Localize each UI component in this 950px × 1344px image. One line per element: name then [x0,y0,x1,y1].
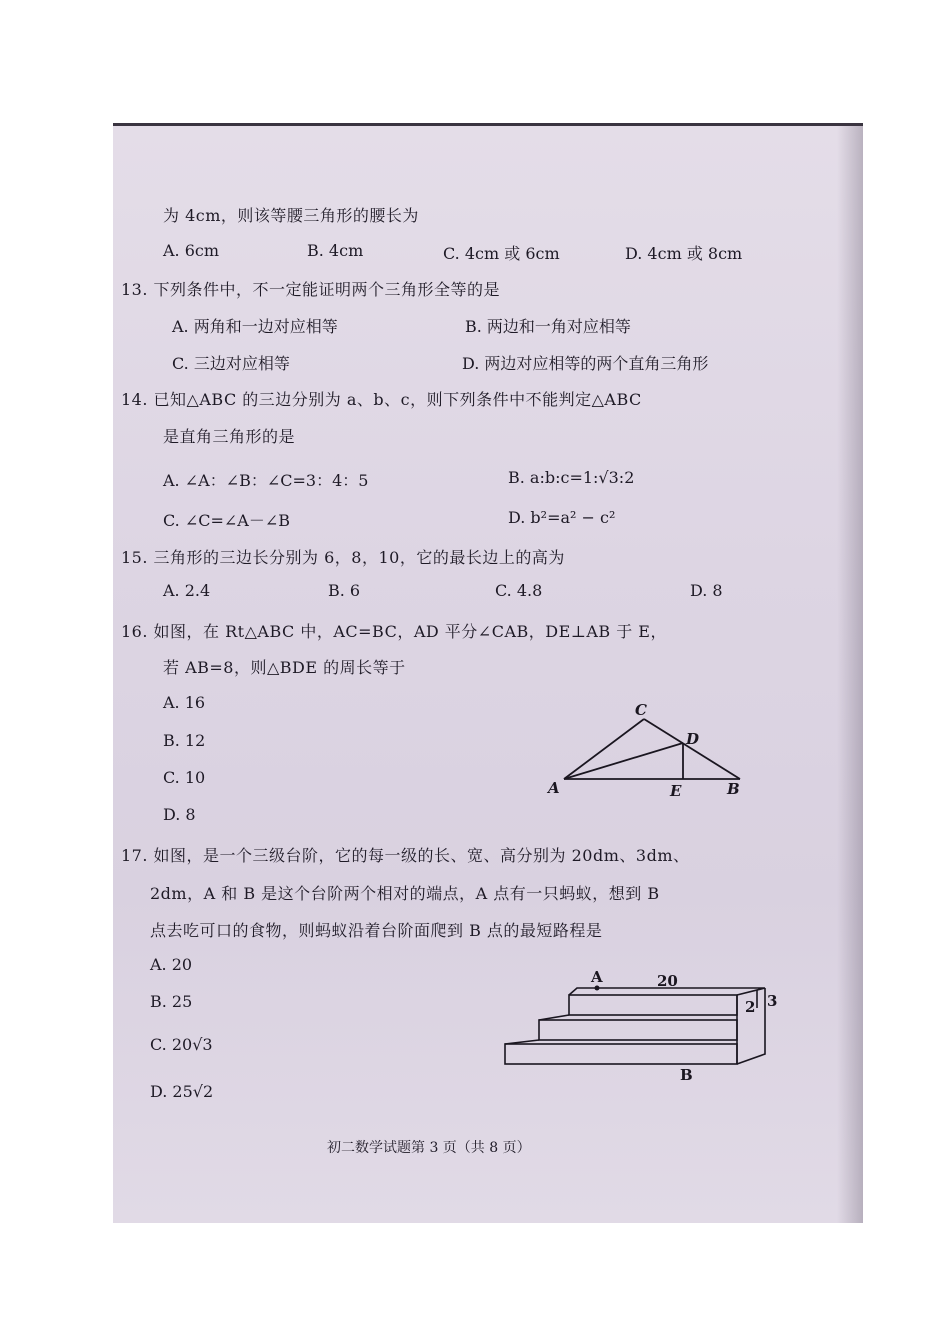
label-a: A [548,779,560,797]
q15-stem: 15. 三角形的三边长分别为 6，8，10，它的最长边上的高为 [121,548,565,567]
q13-stem: 13. 下列条件中，不一定能证明两个三角形全等的是 [121,280,501,299]
q12-option-a: A. 6cm [163,241,220,260]
label-b: B [727,780,740,798]
q16-option-a: A. 16 [163,693,206,712]
q14-option-c: C. ∠C=∠A－∠B [163,511,291,530]
step-bottom-front [505,1044,737,1064]
q14-stem-line1: 14. 已知△ABC 的三边分别为 a、b、c，则下列条件中不能判定△ABC [121,390,642,409]
q12-stem-continuation: 为 4cm，则该等腰三角形的腰长为 [163,206,419,225]
label-c: C [635,701,647,719]
label-d: D [686,730,700,748]
q15-option-c: C. 4.8 [495,581,543,600]
q17-staircase-figure [495,968,785,1086]
q14-stem-line2: 是直角三角形的是 [163,427,296,446]
label-height: 2 [745,998,756,1016]
label-width: 3 [767,992,778,1010]
q15-option-d: D. 8 [690,581,723,600]
q12-option-d: D. 4cm 或 8cm [625,244,743,263]
q16-stem-line2: 若 AB=8，则△BDE 的周长等于 [163,658,406,677]
q13-option-a: A. 两角和一边对应相等 [172,317,338,336]
q15-option-b: B. 6 [328,581,361,600]
page-footer: 初二数学试题第 3 页（共 8 页） [327,1140,531,1156]
q17-stem-line1: 17. 如图，是一个三级台阶，它的每一级的长、宽、高分别为 20dm、3dm、 [121,846,690,865]
q12-option-c: C. 4cm 或 6cm [443,244,560,263]
q17-option-a: A. 20 [150,955,193,974]
q14-option-d: D. b²=a² − c² [508,508,616,527]
q16-triangle-figure [540,700,760,805]
q14-option-a: A. ∠A：∠B：∠C=3：4：5 [163,471,369,490]
label-b: B [680,1066,693,1084]
segment-ac [564,719,644,779]
point-a [595,986,600,991]
step-middle-front [539,1020,737,1040]
q16-stem-line1: 16. 如图，在 Rt△ABC 中，AC=BC，AD 平分∠CAB，DE⊥AB 于 E， [121,622,667,641]
label-a: A [591,968,603,986]
step-top-front [569,995,737,1015]
q13-option-c: C. 三边对应相等 [172,354,290,373]
q13-option-d: D. 两边对应相等的两个直角三角形 [462,354,709,373]
q17-option-b: B. 25 [150,992,193,1011]
label-length: 20 [657,972,678,990]
q14-option-b: B. a:b:c=1:√3:2 [508,468,635,487]
q12-option-b: B. 4cm [307,241,364,260]
segment-ad [564,743,683,779]
q15-option-a: A. 2.4 [163,581,211,600]
q16-option-b: B. 12 [163,731,206,750]
q17-stem-line2: 2dm，A 和 B 是这个台阶两个相对的端点，A 点有一只蚂蚁，想到 B [150,884,660,903]
q17-option-c: C. 20√3 [150,1035,213,1054]
q16-option-c: C. 10 [163,768,206,787]
segment-cb [644,719,740,779]
q17-stem-line3: 点去吃可口的食物，则蚂蚁沿着台阶面爬到 B 点的最短路程是 [150,921,603,940]
q16-option-d: D. 8 [163,805,196,824]
q13-option-b: B. 两边和一角对应相等 [465,317,631,336]
q17-option-d: D. 25√2 [150,1082,214,1101]
label-e: E [670,782,682,800]
